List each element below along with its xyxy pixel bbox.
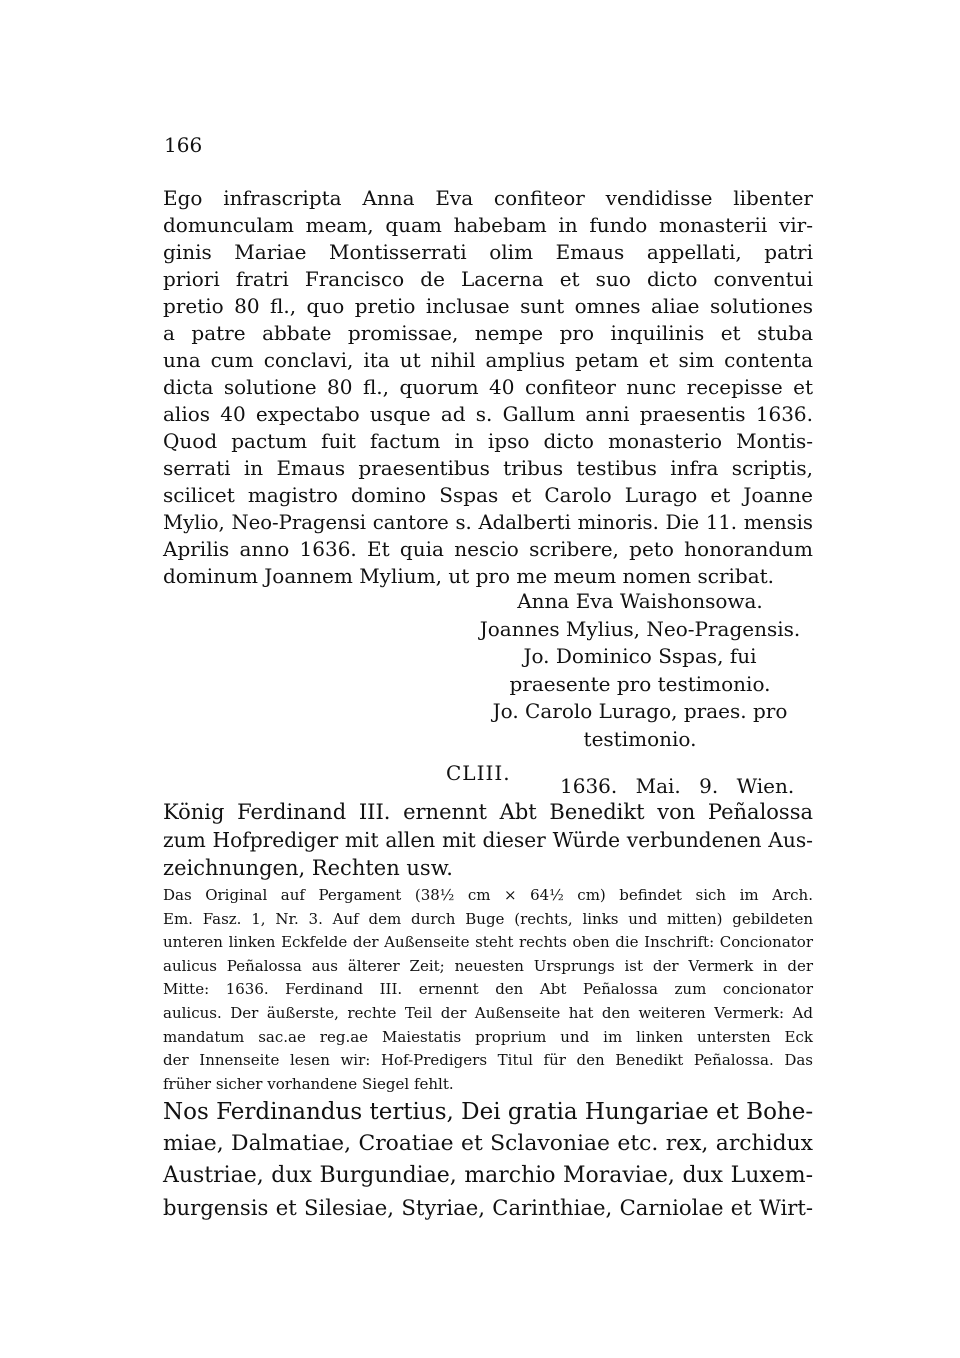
text-line: Mylio, Neo-Pragensi cantore s. Adalberti minoris. Die 11. mensis — [163, 511, 813, 534]
note-line: aulicus Peñalossa aus älterer Zeit; neuesten Ursprungs ist der Vermerk in der — [163, 956, 813, 975]
signature-line: Joannes Mylius, Neo-Pragensis. — [479, 616, 801, 641]
note-line: Em. Fasz. 1, Nr. 3. Auf dem durch Buge (rechts, links und mitten) gebildeten — [163, 909, 813, 928]
regest-line: zum Hofprediger mit allen mit dieser Würde verbundenen Aus- — [163, 828, 813, 852]
signatures-block — [440, 588, 840, 753]
regest-heading — [163, 798, 813, 882]
signature-line: Jo. Carolo Lurago, praes. pro — [492, 699, 788, 723]
deed-of-sale-text — [163, 185, 813, 590]
text-line: Austriae, dux Burgundiae, marchio Moraviae, dux Luxem- — [163, 1163, 813, 1188]
note-line: mandatum sac.ae reg.ae Maiestatis proprium und im linken untersten Eck — [163, 1027, 813, 1046]
text-line: scilicet magistro domino Sspas et Carolo Lurago et Joanne — [163, 483, 813, 507]
signature-line: praesente pro testimonio. — [509, 671, 771, 696]
text-line: Quod pactum fuit factum in ipso dicto monasterio Montis- — [163, 429, 813, 453]
note-line: früher sicher vorhandene Siegel fehlt. — [163, 1074, 454, 1093]
archive-note — [163, 884, 813, 1096]
page-number: 166 — [164, 133, 203, 157]
text-line: una cum conclavi, ita ut nihil amplius petam et sim contenta — [163, 348, 813, 372]
text-line: Aprilis anno 1636. Et quia nescio scribere, peto honorandum — [163, 537, 813, 561]
text-line: domunculam meam, quam habebam in fundo monasterii vir- — [163, 213, 813, 237]
document-date: 1636. Mai. 9. — [560, 774, 719, 798]
document-place: Wien. — [736, 774, 795, 798]
note-line: Mitte: 1636. Ferdinand III. ernennt den Abt Peñalossa zum concionator — [163, 980, 813, 999]
text-line: dominum Joannem Mylium, ut pro me meum nomen scribat. — [163, 564, 775, 588]
note-line: Das Original auf Pergament (38½ cm × 64½ cm) befindet sich im Arch. — [163, 886, 813, 904]
document-number: CLIII. — [446, 761, 511, 785]
document-date-place — [560, 773, 794, 799]
regest-line: zeichnungen, Rechten usw. — [163, 856, 453, 880]
text-line: Nos Ferdinandus tertius, Dei gratia Hungariae et Bohe- — [163, 1099, 814, 1125]
signature-line: Anna Eva Waishonsowa. — [517, 589, 763, 613]
text-line: miae, Dalmatiae, Croatiae et Sclavoniae etc. rex, archidux — [163, 1131, 813, 1156]
text-line: ginis Mariae Montisserrati olim Emaus appellati, patri — [163, 240, 813, 264]
text-line: alios 40 expectabo usque ad s. Gallum anni praesentis 1636. — [163, 402, 813, 426]
charter-latin-text — [163, 1096, 813, 1224]
text-line: pretio 80 fl., quo pretio inclusae sunt omnes aliae solutiones — [163, 294, 813, 318]
text-line: priori fratri Francisco de Lacerna et suo dicto conventui — [163, 267, 813, 291]
signature-line: testimonio. — [583, 726, 697, 751]
text-line: burgensis et Silesiae, Styriae, Carinthiae, Carniolae et Wirt- — [163, 1195, 813, 1220]
note-line: unteren linken Eckfelde der Außenseite steht rechts oben die Inschrift: Concionator — [163, 933, 813, 952]
signature-line: Jo. Dominico Sspas, fui — [523, 644, 757, 668]
text-line: a patre abbate promissae, nempe pro inquilinis et stuba — [163, 321, 813, 345]
text-line: serrati in Emaus praesentibus tribus testibus infra scriptis, — [163, 456, 813, 480]
text-line: Ego infrascripta Anna Eva confiteor vendidisse libenter — [163, 186, 813, 210]
regest-line: König Ferdinand III. ernennt Abt Benedikt von Peñalossa — [163, 800, 813, 824]
note-line: der Innenseite lesen wir: Hof-Predigers Titul für den Benedikt Peñalossa. Das — [163, 1051, 813, 1070]
note-line: aulicus. Der äußerste, rechte Teil der Außenseite hat den weiteren Vermerk: Ad — [163, 1003, 813, 1022]
text-line: dicta solutione 80 fl., quorum 40 confiteor nunc recepisse et — [163, 375, 813, 399]
